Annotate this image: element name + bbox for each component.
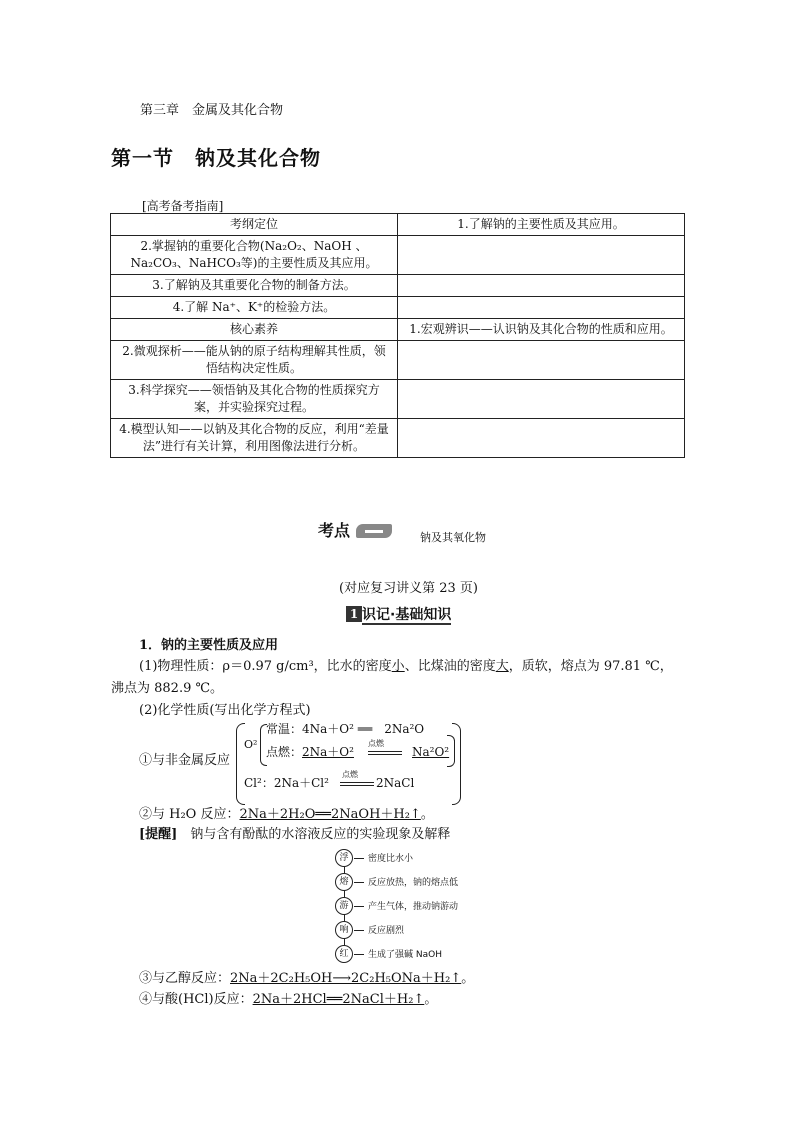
ignite-condition: 点燃 — [368, 739, 384, 748]
text: ρ＝0.97 g/cm³，比水的密度 — [222, 659, 392, 674]
kaodian-banner — [318, 518, 398, 544]
table-cell: 考纲定位 — [111, 214, 398, 236]
flow-text: 反应剧烈 — [368, 926, 405, 936]
flow-node: 红 — [335, 945, 353, 963]
cl2-product: 2NaCl — [376, 776, 415, 790]
answer-blank: 大 — [495, 659, 509, 674]
reminder — [139, 826, 450, 844]
water-reaction — [139, 806, 434, 824]
text: 点燃： — [266, 745, 303, 759]
table-cell: 2.掌握钠的重要化合物(Na₂O₂、NaOH 、Na₂CO₃、NaHCO₃等)的主要性质及其应用。 — [111, 236, 398, 275]
text: (1)物理性质： — [139, 659, 223, 674]
text: ④与酸(HCl)反应： — [139, 992, 253, 1007]
equals-sign — [340, 782, 374, 786]
text: ③与乙醇反应： — [139, 971, 231, 986]
kaodian-number-badge — [356, 524, 392, 538]
boiling-point: 沸点为 882.9 ℃。 — [111, 681, 224, 696]
flow-node: 游 — [335, 897, 353, 915]
table-cell: 3.科学探究——领悟钠及其化合物的性质探究方案，并实验探究过程。 — [111, 380, 398, 419]
text: ②与 H₂O 反应： — [139, 807, 240, 822]
table-row — [111, 419, 685, 458]
chemical-properties: (2)化学性质(写出化学方程式) — [139, 703, 311, 718]
answer-blank: 2Na＋2H₂O══2NaOH＋H₂↑ — [239, 807, 421, 822]
cl2-reaction: Cl²：2Na＋Cl² — [244, 776, 329, 790]
equals-sign — [368, 751, 402, 755]
text: 、比煤油的密度 — [404, 659, 496, 674]
text: 2Na²O — [384, 722, 425, 736]
ignite-product: Na²O² — [412, 745, 450, 759]
table-cell — [398, 419, 685, 458]
table-row — [111, 319, 685, 341]
text: 钠与含有酚酞的水溶液反应的实验现象及解释 — [190, 827, 451, 842]
answer-blank: 小 — [391, 659, 405, 674]
table-cell — [398, 341, 685, 380]
text: 常温：4Na＋O² ══ — [266, 722, 385, 736]
text: 。 — [424, 992, 438, 1007]
table-cell: 4.了解 Na⁺、K⁺的检验方法。 — [111, 297, 398, 319]
table-cell — [398, 236, 685, 275]
brace-right — [452, 723, 461, 805]
flow-node: 浮 — [335, 849, 353, 867]
table-cell — [398, 297, 685, 319]
subsection-heading — [346, 604, 451, 624]
subsection-title: 识记·基础知识 — [362, 607, 452, 623]
subsection-number: 1 — [346, 606, 362, 622]
cl2-condition: 点燃 — [342, 770, 358, 779]
table-row — [111, 380, 685, 419]
reference-note: (对应复习讲义第 23 页) — [339, 581, 478, 596]
table-cell: 核心素养 — [111, 319, 398, 341]
guide-title: [高考备考指南] — [142, 199, 224, 213]
section-title: 第一节 钠及其化合物 — [111, 146, 321, 170]
nonmetal-label: ①与非金属反应 — [139, 753, 231, 768]
answer-blank: 2Na＋2C₂H₅OH⟶2C₂H₅ONa＋H₂↑ — [230, 971, 462, 986]
table-cell: 1.宏观辨识——认识钠及其化合物的性质和应用。 — [398, 319, 685, 341]
table-cell: 4.模型认知——以钠及其化合物的反应，利用“差量法”进行有关计算，利用图像法进行分析。 — [111, 419, 398, 458]
table-cell: 1.了解钠的主要性质及其应用。 — [398, 214, 685, 236]
text: 。 — [461, 971, 475, 986]
table-cell: 3.了解钠及其重要化合物的制备方法。 — [111, 275, 398, 297]
answer-blank: 2Na＋2HCl══2NaCl＋H₂↑ — [252, 992, 425, 1007]
table-row — [111, 341, 685, 380]
kaodian-label: 考点 — [318, 521, 351, 540]
o2-label: O² — [244, 738, 258, 751]
physical-properties — [139, 658, 673, 676]
flow-text: 反应放热，钠的熔点低 — [368, 878, 459, 888]
table-cell: 2.微观探析——能从钠的原子结构理解其性质，领悟结构决定性质。 — [111, 341, 398, 380]
arrow-icon — [354, 954, 364, 955]
flow-text: 产生气体，推动钠游动 — [368, 902, 459, 912]
reminder-label: [提醒] — [139, 827, 178, 842]
table-row — [111, 236, 685, 275]
normal-temp-reaction — [266, 720, 424, 738]
text: 。 — [420, 807, 434, 822]
kaodian-title: 钠及其氧化物 — [420, 531, 486, 544]
flow-node: 响 — [335, 921, 353, 939]
arrow-icon — [354, 906, 364, 907]
chapter-heading: 第三章 金属及其化合物 — [140, 103, 284, 118]
table-row — [111, 275, 685, 297]
guide-table — [110, 213, 685, 458]
arrow-icon — [354, 858, 364, 859]
arrow-icon — [354, 882, 364, 883]
answer-blank: 2Na＋O² — [302, 745, 354, 759]
ethanol-reaction — [139, 970, 474, 988]
flow-text: 密度比水小 — [368, 854, 414, 864]
table-row — [111, 297, 685, 319]
table-cell — [398, 380, 685, 419]
text: ，质软，熔点为 97.81 ℃， — [508, 659, 673, 674]
ignition-reaction — [266, 743, 354, 761]
flow-text: 生成了强碱 NaOH — [368, 950, 442, 960]
arrow-icon — [354, 930, 364, 931]
table-cell — [398, 275, 685, 297]
item-heading: 1．钠的主要性质及应用 — [139, 638, 279, 653]
acid-reaction — [139, 991, 437, 1009]
flow-node: 熔 — [335, 873, 353, 891]
table-row — [111, 214, 685, 236]
